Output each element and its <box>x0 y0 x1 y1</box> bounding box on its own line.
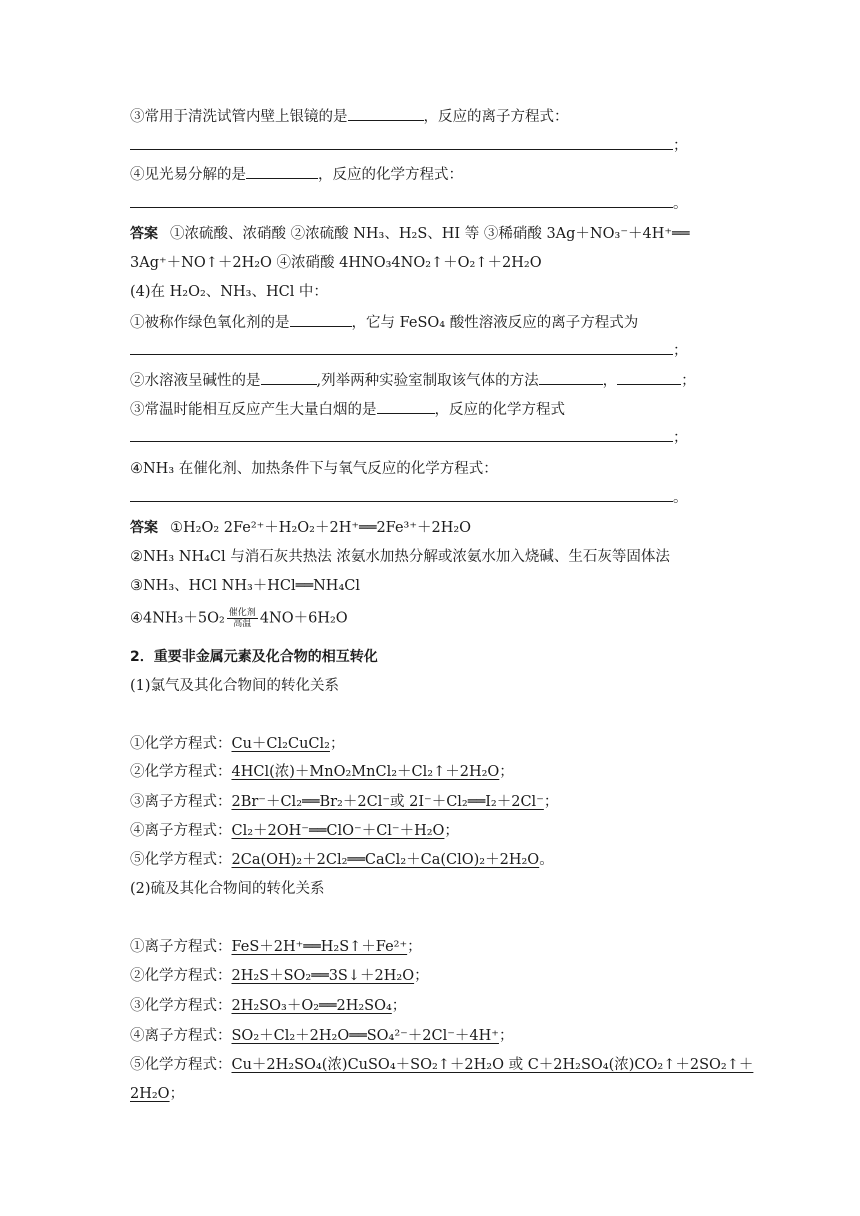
answer-block-1: 答案 ①浓硫酸、浓硝酸 ②浓硫酸 NH₃、H₂S、HI 等 ③稀硝酸 3Ag＋NO₃⁻＋4H⁺══ <box>130 226 690 242</box>
answer-blank <box>348 106 424 121</box>
answer-line: ； <box>130 428 688 448</box>
reaction-condition: $\frac{\text{催化剂}}{\text{高温}}$ <box>228 608 256 629</box>
sulfur-item: ⑤化学方程式：Cu＋2H₂SO₄(浓)CuSO₄＋SO₂↑＋2H₂O 或 C＋2H₂SO₄(浓)CO₂↑＋2SO₂↑＋ <box>130 1057 754 1073</box>
question-3-4: ④见光易分解的是 ，反应的化学方程式： <box>130 164 463 185</box>
sulfur-item: ②化学方程式：2H₂S＋SO₂══3S↓＋2H₂O； <box>130 968 429 984</box>
chlorine-item: ④离子方程式：Cl₂＋2OH⁻══ClO⁻＋Cl⁻＋H₂O； <box>130 823 459 839</box>
chlorine-title: (1)氯气及其化合物间的转化关系 <box>130 678 340 694</box>
chlorine-item: ⑤化学方程式：2Ca(OH)₂＋2Cl₂══CaCl₂＋Ca(ClO)₂＋2H₂O。 <box>130 852 554 868</box>
answer-line: ； <box>130 341 688 361</box>
sulfur-item: ①离子方程式：FeS＋2H⁺══H₂S↑＋Fe²⁺； <box>130 939 422 955</box>
question-4-2: ②水溶液呈碱性的是 ,列举两种实验室制取该气体的方法 ， ； <box>130 370 696 391</box>
sulfur-item: ③化学方程式：2H₂SO₃＋O₂══2H₂SO₄； <box>130 998 407 1014</box>
sulfur-item: ④离子方程式：SO₂＋Cl₂＋2H₂O══SO₄²⁻＋2Cl⁻＋4H⁺； <box>130 1028 514 1044</box>
question-4-1: ①被称作绿色氧化剂的是 ，它与 FeSO₄ 酸性溶液反应的离子方程式为 <box>130 312 638 333</box>
sulfur-item-cont: 2H₂O； <box>130 1086 185 1102</box>
question-3-3: ③常用于清洗试管内壁上银镜的是 ，反应的离子方程式： <box>130 106 569 127</box>
answer-block-1-cont: 3Ag⁺＋NO↑＋2H₂O ④浓硝酸 4HNO₃4NO₂↑＋O₂↑＋2H₂O <box>130 255 542 271</box>
answer-block-2-line2: ②NH₃ NH₄Cl 与消石灰共热法 浓氨水加热分解或浓氨水加入烧碱、生石灰等固体法 <box>130 549 670 565</box>
answer-line: 。 <box>130 194 688 214</box>
answer-line: 。 <box>130 488 688 508</box>
question-4-3: ③常温时能相互反应产生大量白烟的是 ，反应的化学方程式 <box>130 399 565 420</box>
answer-block-2-line4: ④4NH₃＋5O₂ $\frac{\text{催化剂}}{\text{高温}}$ 4NO＋6H₂O <box>130 608 348 629</box>
answer-block-2: 答案 ①H₂O₂ 2Fe²⁺＋H₂O₂＋2H⁺══2Fe³⁺＋2H₂O <box>130 520 472 536</box>
answer-blank <box>246 164 318 179</box>
section-title: 2．重要非金属元素及化合物的相互转化 <box>130 649 378 665</box>
chlorine-item: ②化学方程式：4HCl(浓)＋MnO₂MnCl₂＋Cl₂↑＋2H₂O； <box>130 764 514 780</box>
answer-line: ； <box>130 136 688 156</box>
question-4-4: ④NH₃ 在催化剂、加热条件下与氧气反应的化学方程式： <box>130 461 498 477</box>
chlorine-item: ③离子方程式：2Br⁻＋Cl₂══Br₂＋2Cl⁻或 2I⁻＋Cl₂══I₂＋2Cl⁻； <box>130 794 559 810</box>
answer-block-2-line3: ③NH₃、HCl NH₃＋HCl══NH₄Cl <box>130 578 360 594</box>
sulfur-title: (2)硫及其化合物间的转化关系 <box>130 881 325 897</box>
question-4-title: (4)在 H₂O₂、NH₃、HCl 中： <box>130 284 328 300</box>
chlorine-item: ①化学方程式：Cu＋Cl₂CuCl₂； <box>130 736 345 752</box>
